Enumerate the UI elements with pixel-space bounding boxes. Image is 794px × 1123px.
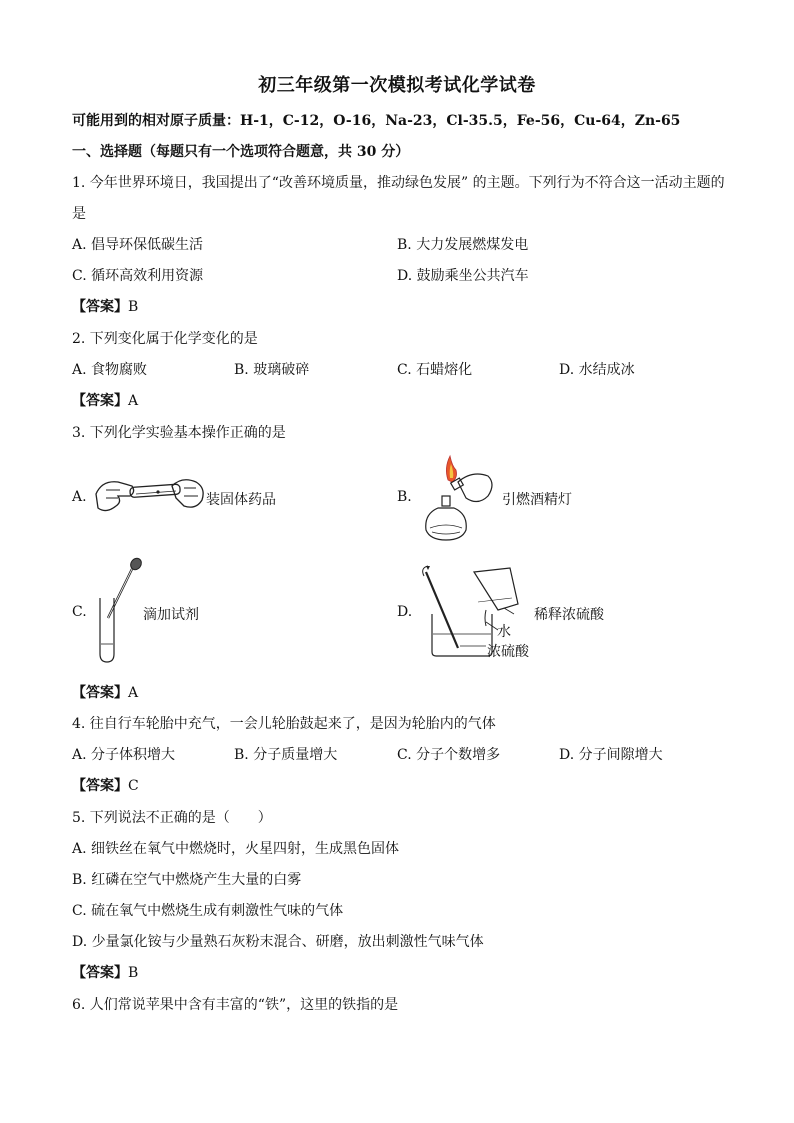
q3-c-caption: 滴加试剂 [143,607,199,623]
q3-answer-value: A [128,685,139,701]
q3-option-d-letter: D. [397,604,413,620]
test-tube-loading-figure [92,470,207,525]
q2-option-d: D. 水结成冰 [559,362,635,378]
q1-option-c: C. 循环高效利用资源 [72,268,204,284]
answer-label: 【答案】 [72,393,128,409]
q3-d-acid-label: 浓硫酸 [487,644,529,660]
q3-d-caption: 稀释浓硫酸 [534,607,604,623]
q5-answer [72,962,138,982]
answer-label: 【答案】 [72,299,128,315]
q4-stem: 4. 往自行车轮胎中充气，一会儿轮胎鼓起来了，是因为轮胎内的气体 [72,716,496,732]
q4-option-b: B. 分子质量增大 [234,747,338,763]
q5-option-d: D. 少量氯化铵与少量熟石灰粉末混合、研磨，放出刺激性气味气体 [72,934,484,950]
q6-stem: 6. 人们常说苹果中含有丰富的“铁”，这里的铁指的是 [72,997,399,1013]
alcohol-lamp-figure [418,452,498,542]
dropper-figure [92,556,147,666]
q3-b-caption: 引燃酒精灯 [502,492,572,508]
q3-option-b-letter: B. [397,489,412,505]
q1-stem: 1. 今年世界环境日，我国提出了“改善环境质量，推动绿色发展” 的主题。下列行为不符合这一活动主题的 [72,175,725,191]
q1-option-d: D. 鼓励乘坐公共汽车 [397,268,529,284]
q1-answer-value: B [128,299,139,315]
q1-option-a: A. 倡导环保低碳生活 [72,237,204,253]
q4-answer [72,775,139,795]
answer-label: 【答案】 [72,965,128,981]
answer-label: 【答案】 [72,685,128,701]
q5-answer-value: B [128,965,139,981]
q2-answer-value: A [128,393,139,409]
q3-answer [72,682,138,702]
q3-d-water-label: 水 [497,624,511,640]
q4-option-d: D. 分子间隙增大 [559,747,663,763]
q4-option-a: A. 分子体积增大 [72,747,176,763]
section-heading: 一、选择题（每题只有一个选项符合题意，共 30 分） [72,144,410,160]
q3-stem: 3. 下列化学实验基本操作正确的是 [72,425,286,441]
q2-option-a: A. 食物腐败 [72,362,148,378]
q2-stem: 2. 下列变化属于化学变化的是 [72,331,258,347]
q4-answer-value: C [128,778,139,794]
q1-option-b: B. 大力发展燃煤发电 [397,237,529,253]
q5-option-c: C. 硫在氧气中燃烧生成有刺激性气味的气体 [72,903,344,919]
answer-label: 【答案】 [72,778,128,794]
q2-answer [72,390,138,410]
page-title: 初三年级第一次模拟考试化学试卷 [258,75,536,96]
q3-option-c-letter: C. [72,604,87,620]
q1-answer [72,296,138,316]
q5-option-b: B. 红磷在空气中燃烧产生大量的白雾 [72,872,302,888]
atomic-mass-line: 可能用到的相对原子质量：H-1，C-12，O-16，Na-23，Cl-35.5，Fe-56，Cu-64，Zn-65 [72,113,681,129]
q3-a-caption: 装固体药品 [206,492,276,508]
q2-option-c: C. 石蜡熔化 [397,362,473,378]
q1-stem-cont: 是 [72,206,86,222]
q5-stem: 5. 下列说法不正确的是（ ） [72,810,272,826]
q5-option-a: A. 细铁丝在氧气中燃烧时，火星四射，生成黑色固体 [72,841,400,857]
q2-option-b: B. 玻璃破碎 [234,362,310,378]
q4-option-c: C. 分子个数增多 [397,747,501,763]
q3-option-a-letter: A. [72,489,87,505]
